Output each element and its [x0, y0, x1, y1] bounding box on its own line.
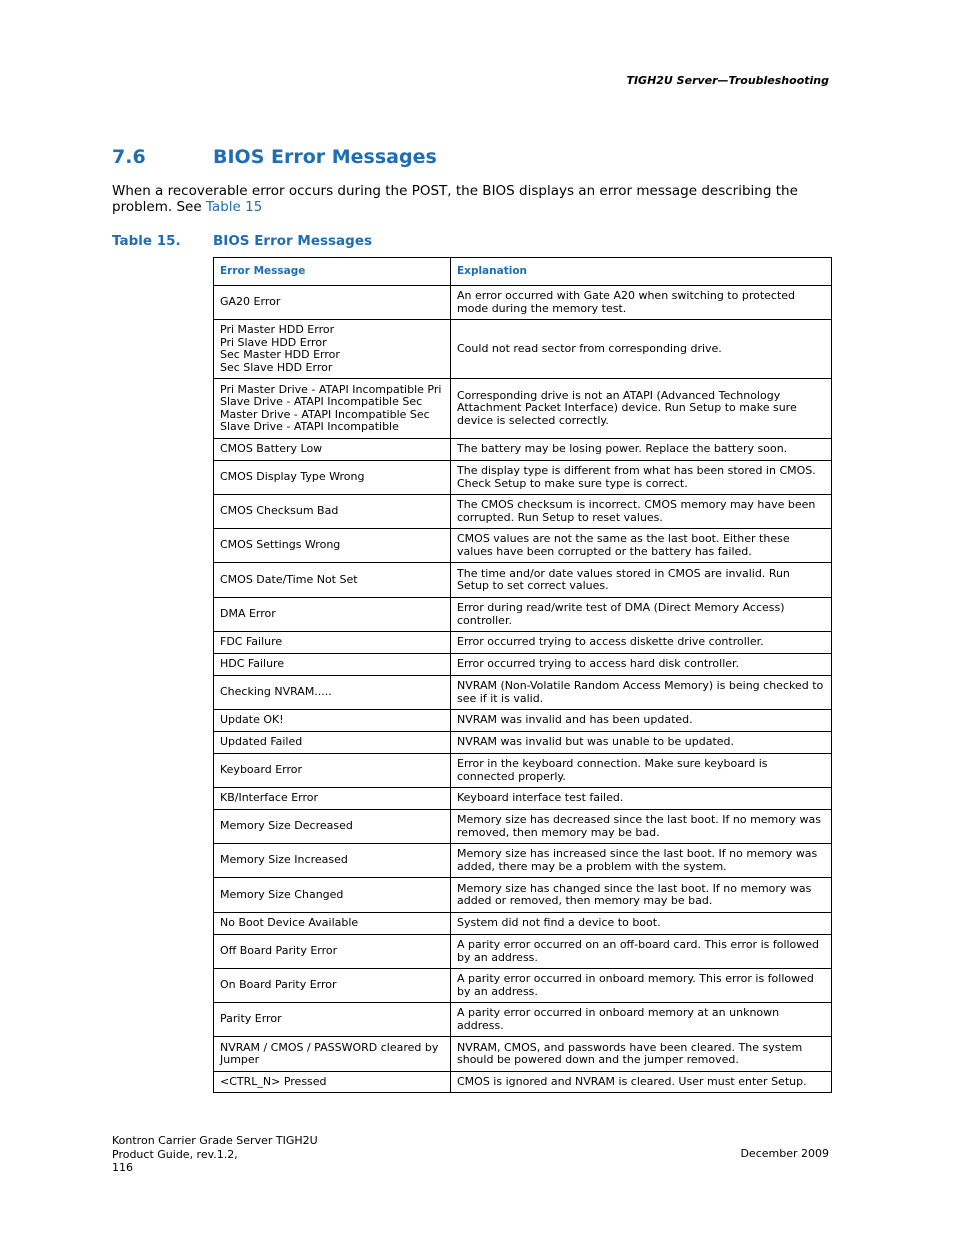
table-row — [214, 913, 832, 935]
explanation-cell: NVRAM was invalid and has been updated. — [451, 710, 832, 732]
error-message-cell: Update OK! — [214, 710, 451, 732]
column-header-explanation: Explanation — [451, 258, 832, 286]
explanation-cell: A parity error occurred on an off-board card. This error is followed by an address. — [451, 935, 832, 969]
explanation-cell: Could not read sector from corresponding drive. — [451, 320, 832, 379]
intro-paragraph — [112, 183, 832, 215]
table-row — [214, 810, 832, 844]
explanation-cell: CMOS is ignored and NVRAM is cleared. User must enter Setup. — [451, 1072, 832, 1093]
table-row — [214, 461, 832, 495]
error-message-cell: CMOS Settings Wrong — [214, 529, 451, 563]
table-row — [214, 676, 832, 710]
intro-text: When a recoverable error occurs during the POST, the BIOS displays an error message describing the problem. See — [112, 183, 798, 215]
explanation-cell: The display type is different from what has been stored in CMOS. Check Setup to make sure type is correct. — [451, 461, 832, 495]
section-number: 7.6 — [112, 146, 146, 168]
table-caption-title: BIOS Error Messages — [213, 233, 373, 249]
footer-document-info: Kontron Carrier Grade Server TIGH2U Product Guide, rev.1.2, 116 — [112, 1134, 318, 1174]
explanation-cell: An error occurred with Gate A20 when switching to protected mode during the memory test. — [451, 286, 832, 320]
error-message-cell: NVRAM / CMOS / PASSWORD cleared by Jumper — [214, 1037, 451, 1072]
explanation-cell: Error occurred trying to access diskette drive controller. — [451, 632, 832, 654]
explanation-cell: Keyboard interface test failed. — [451, 788, 832, 810]
table-row — [214, 563, 832, 598]
table-row — [214, 754, 832, 788]
table-row — [214, 1072, 832, 1093]
explanation-cell: A parity error occurred in onboard memory at an unknown address. — [451, 1003, 832, 1037]
explanation-cell: NVRAM (Non-Volatile Random Access Memory) is being checked to see if it is valid. — [451, 676, 832, 710]
error-message-cell: Memory Size Decreased — [214, 810, 451, 844]
table-row — [214, 439, 832, 461]
table-row — [214, 1037, 832, 1072]
error-message-cell: CMOS Date/Time Not Set — [214, 563, 451, 598]
explanation-cell: Memory size has increased since the last boot. If no memory was added, there may be a problem with the system. — [451, 844, 832, 878]
explanation-cell: The time and/or date values stored in CMOS are invalid. Run Setup to set correct values. — [451, 563, 832, 598]
table-row — [214, 878, 832, 913]
explanation-cell: NVRAM was invalid but was unable to be updated. — [451, 732, 832, 754]
error-message-cell: Keyboard Error — [214, 754, 451, 788]
table-reference-link[interactable]: Table 15 — [205, 199, 263, 215]
error-message-cell: On Board Parity Error — [214, 969, 451, 1003]
table-row — [214, 935, 832, 969]
error-message-cell: Pri Master HDD Error Pri Slave HDD Error Sec Master HDD Error Sec Slave HDD Error — [214, 320, 451, 379]
explanation-cell: NVRAM, CMOS, and passwords have been cleared. The system should be powered down and the jumper removed. — [451, 1037, 832, 1072]
explanation-cell: A parity error occurred in onboard memory. This error is followed by an address. — [451, 969, 832, 1003]
table-row — [214, 654, 832, 676]
error-message-cell: HDC Failure — [214, 654, 451, 676]
table-body — [214, 286, 832, 1093]
explanation-cell: CMOS values are not the same as the last boot. Either these values have been corrupted or the battery has failed. — [451, 529, 832, 563]
error-message-cell: Memory Size Changed — [214, 878, 451, 913]
table-row — [214, 732, 832, 754]
table-row — [214, 379, 832, 439]
table-header-row — [214, 258, 832, 286]
explanation-cell: Memory size has changed since the last boot. If no memory was added or removed, then memory may be bad. — [451, 878, 832, 913]
error-message-cell: CMOS Display Type Wrong — [214, 461, 451, 495]
table-row — [214, 788, 832, 810]
column-header-error-message: Error Message — [214, 258, 451, 286]
explanation-cell: Error in the keyboard connection. Make sure keyboard is connected properly. — [451, 754, 832, 788]
error-message-cell: Pri Master Drive - ATAPI Incompatible Pri Slave Drive - ATAPI Incompatible Sec Master Drive - ATAPI Incompatible Sec Slave Drive - ATAPI Incompatible — [214, 379, 451, 439]
error-message-cell: KB/Interface Error — [214, 788, 451, 810]
table-row — [214, 632, 832, 654]
footer-date: December 2009 — [740, 1147, 829, 1160]
explanation-cell: Memory size has decreased since the last boot. If no memory was removed, then memory may be bad. — [451, 810, 832, 844]
error-message-cell: CMOS Battery Low — [214, 439, 451, 461]
section-heading — [112, 146, 437, 168]
explanation-cell: The battery may be losing power. Replace the battery soon. — [451, 439, 832, 461]
table-row — [214, 710, 832, 732]
table-row — [214, 320, 832, 379]
error-message-cell: Checking NVRAM..... — [214, 676, 451, 710]
error-message-cell: No Boot Device Available — [214, 913, 451, 935]
table-row — [214, 529, 832, 563]
error-message-cell: FDC Failure — [214, 632, 451, 654]
bios-error-table — [213, 257, 832, 1093]
table-row — [214, 1003, 832, 1037]
table-caption-number: Table 15. — [112, 233, 181, 249]
section-title: BIOS Error Messages — [213, 146, 437, 168]
explanation-cell: Error occurred trying to access hard disk controller. — [451, 654, 832, 676]
error-message-cell: Updated Failed — [214, 732, 451, 754]
error-message-cell: CMOS Checksum Bad — [214, 495, 451, 529]
explanation-cell: Error during read/write test of DMA (Direct Memory Access) controller. — [451, 598, 832, 632]
explanation-cell: Corresponding drive is not an ATAPI (Advanced Technology Attachment Packet Interface) device. Run Setup to make sure device is selected correctly. — [451, 379, 832, 439]
table-row — [214, 969, 832, 1003]
error-message-cell: Memory Size Increased — [214, 844, 451, 878]
running-header: TIGH2U Server—Troubleshooting — [626, 74, 829, 87]
table-row — [214, 286, 832, 320]
table-row — [214, 844, 832, 878]
table-row — [214, 495, 832, 529]
error-message-cell: <CTRL_N> Pressed — [214, 1072, 451, 1093]
explanation-cell: The CMOS checksum is incorrect. CMOS memory may have been corrupted. Run Setup to reset values. — [451, 495, 832, 529]
table-row — [214, 598, 832, 632]
error-message-cell: Off Board Parity Error — [214, 935, 451, 969]
table-caption — [112, 233, 372, 249]
explanation-cell: System did not find a device to boot. — [451, 913, 832, 935]
error-message-cell: DMA Error — [214, 598, 451, 632]
error-message-cell: Parity Error — [214, 1003, 451, 1037]
error-message-cell: GA20 Error — [214, 286, 451, 320]
